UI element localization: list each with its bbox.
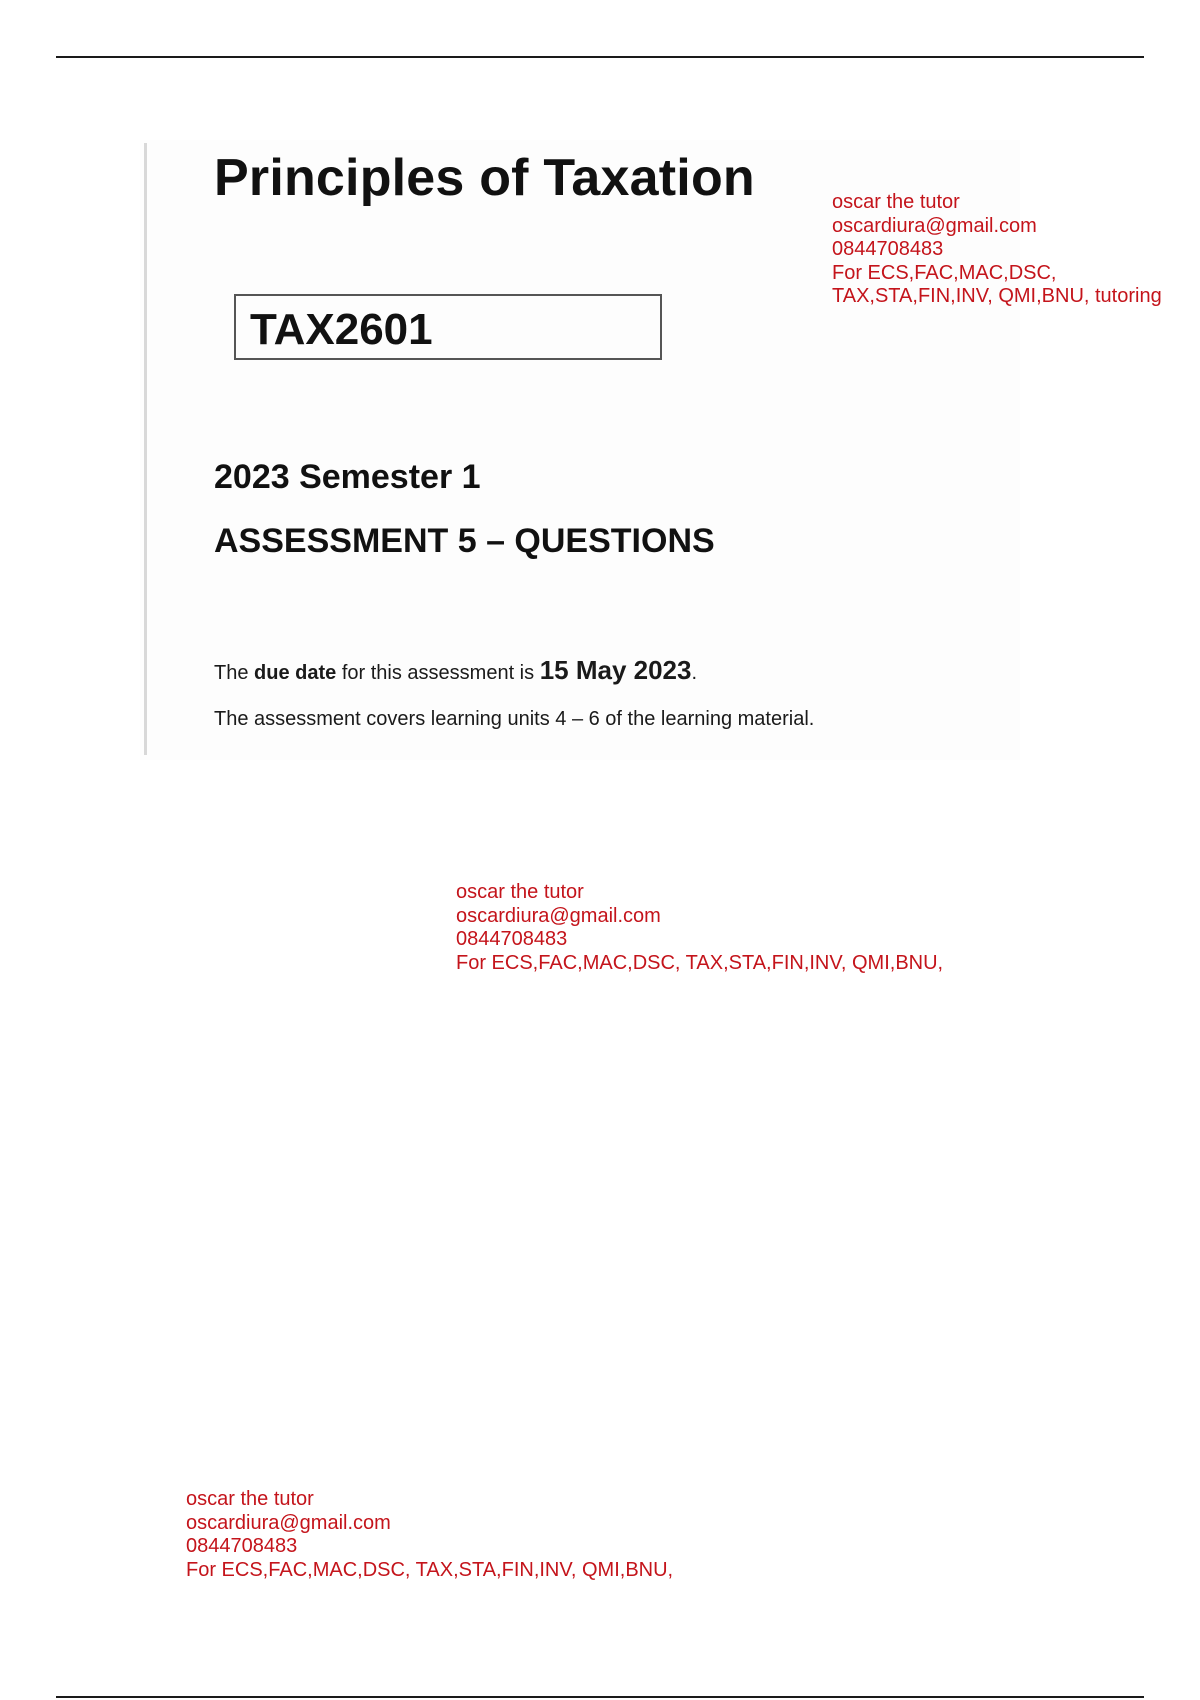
- watermark-name: oscar the tutor: [456, 881, 584, 903]
- due-suffix: .: [691, 662, 698, 684]
- watermark-courses: For ECS,FAC,MAC,DSC, TAX,STA,FIN,INV, QMI,BNU,: [186, 1558, 674, 1581]
- tutor-watermark-2: [456, 881, 943, 975]
- watermark-email: oscardiura@gmail.com: [456, 904, 661, 927]
- watermark-phone: 0844708483: [832, 238, 944, 260]
- module-code-box: [234, 294, 662, 360]
- tutor-watermark-1: [832, 191, 1162, 309]
- due-prefix: The: [214, 662, 255, 684]
- module-code: TAX2601: [250, 305, 433, 354]
- watermark-courses: For ECS,FAC,MAC,DSC, TAX,STA,FIN,INV, QMI,BNU,: [456, 951, 944, 974]
- watermark-courses-line1: For ECS,FAC,MAC,DSC,: [832, 261, 1057, 284]
- watermark-name: oscar the tutor: [832, 191, 960, 213]
- due-date-label: due date: [254, 662, 337, 684]
- watermark-phone: 0844708483: [186, 1535, 298, 1557]
- document-title: Principles of Taxation: [214, 149, 755, 207]
- semester-heading: 2023 Semester 1: [214, 458, 481, 496]
- cover-left-rule: [144, 143, 147, 755]
- due-middle: for this assessment is: [336, 662, 540, 684]
- watermark-courses-line2: TAX,STA,FIN,INV, QMI,BNU, tutoring: [832, 285, 1162, 307]
- bottom-rule: [56, 1696, 1144, 1698]
- due-date-sentence: [214, 655, 697, 686]
- assessment-heading: ASSESSMENT 5 – QUESTIONS: [214, 522, 715, 560]
- watermark-email: oscardiura@gmail.com: [186, 1511, 391, 1534]
- coverage-sentence: The assessment covers learning units 4 – 6 of the learning material.: [214, 708, 815, 730]
- due-date-value: 15 May 2023: [539, 655, 692, 685]
- tutor-watermark-3: [186, 1488, 673, 1582]
- watermark-phone: 0844708483: [456, 928, 568, 950]
- top-rule: [56, 56, 1144, 58]
- watermark-email: oscardiura@gmail.com: [832, 214, 1037, 237]
- watermark-name: oscar the tutor: [186, 1488, 314, 1510]
